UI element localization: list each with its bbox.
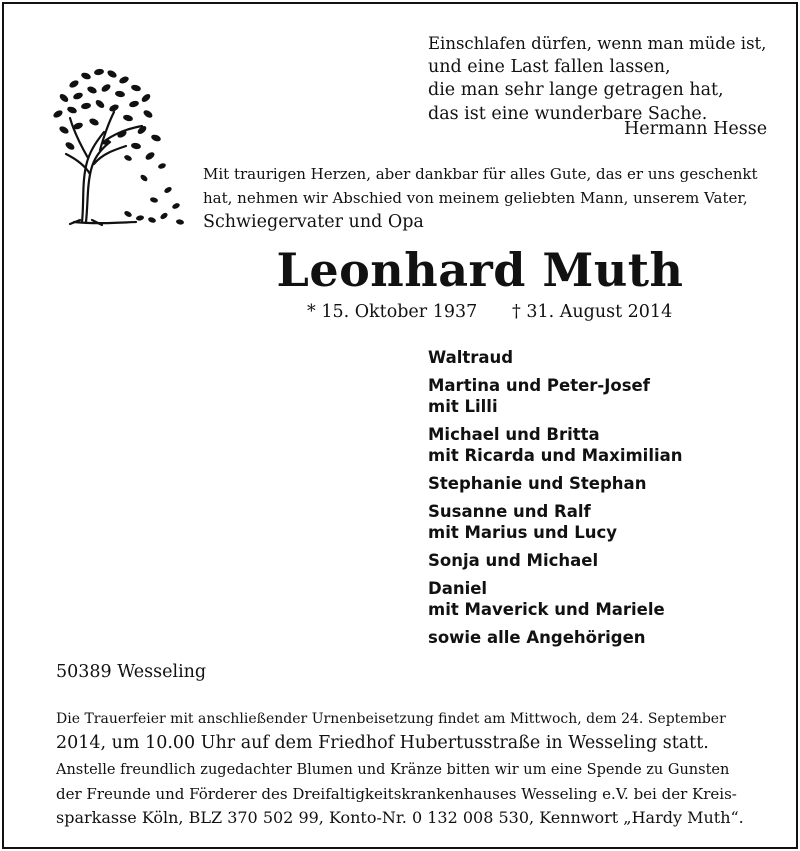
mourner-line: Sonja und Michael: [428, 551, 599, 570]
mourner-group: [428, 375, 683, 417]
mourner-line: Waltraud: [428, 348, 514, 367]
place-text: 50389 Wesseling: [56, 662, 207, 682]
quote-line: das ist eine wunderbare Sache.: [428, 103, 708, 124]
donation-line: sparkasse Köln, BLZ 370 502 99, Konto-Nr. 0 132 008 530, Kennwort „Hardy Muth“.: [56, 808, 744, 827]
quote-line: und eine Last fallen lassen,: [428, 56, 671, 77]
donation-line: der Freunde und Förderer des Dreifaltigkeitskrankenhauses Wesseling e.V. bei der Kreis-: [56, 785, 737, 803]
quote-line: Einschlafen dürfen, wenn man müde ist,: [428, 34, 767, 53]
donation-text: [56, 758, 746, 830]
mourner-line: mit Lilli: [428, 397, 498, 416]
mourner-group: [428, 501, 683, 543]
intro-line: Schwiegervater und Opa: [203, 212, 424, 232]
mourner-line: Martina und Peter-Josef: [428, 376, 650, 395]
intro-text: [203, 162, 763, 234]
birth-date: * 15. Oktober 1937: [307, 302, 478, 322]
quote-author: Hermann Hesse: [624, 119, 768, 139]
mourners-list: [428, 347, 683, 655]
mourner-group: [428, 473, 683, 494]
ceremony-line: 2014, um 10.00 Uhr auf dem Friedhof Hubertusstraße in Wesseling statt.: [56, 733, 709, 753]
death-date: † 31. August 2014: [512, 302, 673, 322]
quote-line: die man sehr lange getragen hat,: [428, 80, 724, 100]
mourner-line: Michael und Britta: [428, 425, 600, 444]
mourner-group: [428, 550, 683, 571]
ceremony-line: Die Trauerfeier mit anschließender Urnenbeisetzung findet am Mittwoch, dem 24. September: [56, 711, 726, 727]
mourner-group: [428, 347, 683, 368]
mourner-line: mit Ricarda und Maximilian: [428, 446, 683, 465]
windblown-tree-icon: [44, 54, 189, 229]
ceremony-text: [56, 707, 746, 755]
mourner-line: Daniel: [428, 579, 488, 598]
quote-block: [428, 32, 766, 126]
donation-line: Anstelle freundlich zugedachter Blumen und Kränze bitten wir um eine Spende zu Gunsten: [56, 762, 730, 778]
intro-line: hat, nehmen wir Abschied von meinem geliebten Mann, unserem Vater,: [203, 189, 748, 207]
intro-line: Mit traurigen Herzen, aber dankbar für alles Gute, das er uns geschenkt: [203, 165, 758, 183]
mourner-line: sowie alle Angehörigen: [428, 628, 646, 647]
deceased-name: Leonhard Muth: [276, 243, 684, 297]
mourner-group: [428, 578, 683, 620]
mourner-line: Stephanie und Stephan: [428, 474, 647, 493]
mourner-group: [428, 627, 683, 648]
mourner-line: mit Maverick und Mariele: [428, 600, 665, 619]
mourner-line: mit Marius und Lucy: [428, 523, 617, 542]
mourner-line: Susanne und Ralf: [428, 502, 591, 521]
mourner-group: [428, 424, 683, 466]
